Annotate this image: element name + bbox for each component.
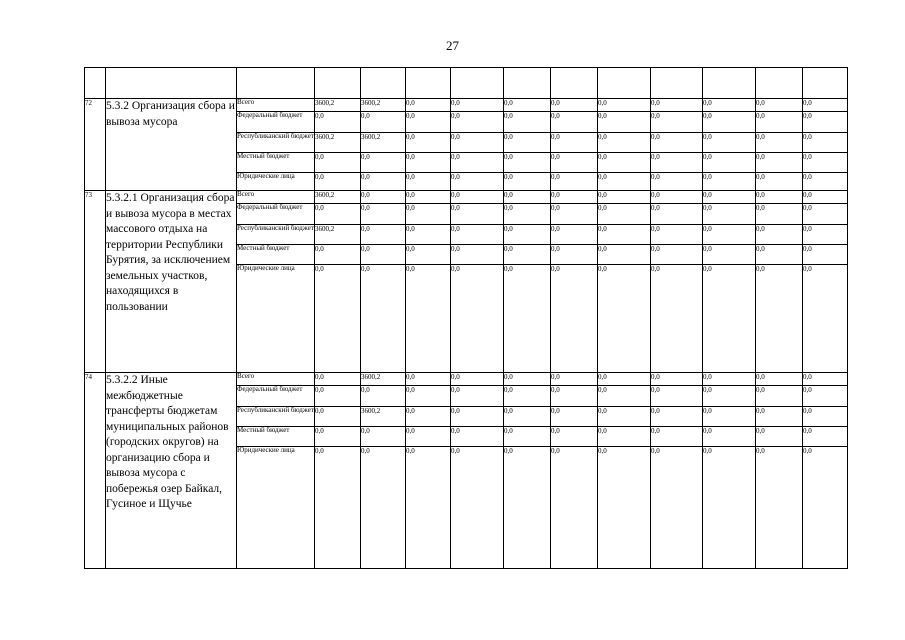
value-cell: 0,0	[504, 99, 551, 112]
value-cell: 0,0	[703, 225, 756, 245]
funding-source: Федеральный бюджет	[237, 386, 315, 407]
header-cell	[237, 68, 315, 99]
value-cell: 0,0	[504, 112, 551, 133]
value-cell: 0,0	[598, 427, 651, 447]
value-cell: 0,0	[504, 265, 551, 373]
value-cell: 0,0	[756, 427, 803, 447]
value-cell: 0,0	[551, 191, 598, 204]
measure-title: 5.3.2.1 Организация сбора и вывоза мусора в местах массового отдыха на территории Республики Бурятия, за исключением земельных участков, находящихся в пользовании	[106, 191, 237, 373]
value-cell: 0,0	[803, 225, 848, 245]
value-cell: 3600,2	[315, 133, 361, 153]
value-cell: 3600,2	[361, 407, 406, 427]
header-cell	[598, 68, 651, 99]
funding-source: Республиканский бюджет	[237, 407, 315, 427]
value-cell: 3600,2	[315, 99, 361, 112]
value-cell: 0,0	[551, 265, 598, 373]
value-cell: 0,0	[451, 133, 504, 153]
value-cell: 0,0	[651, 191, 703, 204]
value-cell: 0,0	[703, 204, 756, 225]
value-cell: 0,0	[406, 99, 451, 112]
value-cell: 0,0	[315, 407, 361, 427]
value-cell: 0,0	[451, 386, 504, 407]
value-cell: 0,0	[451, 191, 504, 204]
value-cell: 0,0	[651, 225, 703, 245]
value-cell: 0,0	[651, 112, 703, 133]
value-cell: 0,0	[315, 427, 361, 447]
funding-source: Федеральный бюджет	[237, 204, 315, 225]
value-cell: 0,0	[598, 447, 651, 569]
value-cell: 0,0	[703, 265, 756, 373]
header-cell	[504, 68, 551, 99]
value-cell: 0,0	[756, 112, 803, 133]
value-cell: 0,0	[803, 112, 848, 133]
value-cell: 0,0	[361, 204, 406, 225]
value-cell: 0,0	[598, 173, 651, 191]
value-cell: 0,0	[598, 204, 651, 225]
header-cell	[106, 68, 237, 99]
value-cell: 0,0	[651, 153, 703, 173]
value-cell: 0,0	[406, 427, 451, 447]
value-cell: 0,0	[451, 225, 504, 245]
value-cell: 0,0	[451, 427, 504, 447]
value-cell: 0,0	[803, 427, 848, 447]
value-cell: 0,0	[756, 447, 803, 569]
value-cell: 0,0	[361, 173, 406, 191]
value-cell: 0,0	[406, 191, 451, 204]
value-cell: 0,0	[406, 386, 451, 407]
value-cell: 0,0	[451, 373, 504, 386]
value-cell: 0,0	[504, 427, 551, 447]
value-cell: 0,0	[504, 407, 551, 427]
value-cell: 0,0	[598, 386, 651, 407]
value-cell: 0,0	[651, 133, 703, 153]
funding-source: Всего	[237, 99, 315, 112]
value-cell: 0,0	[504, 191, 551, 204]
value-cell: 0,0	[598, 112, 651, 133]
funding-source: Юридические лица	[237, 173, 315, 191]
value-cell: 0,0	[703, 173, 756, 191]
value-cell: 0,0	[504, 386, 551, 407]
value-cell: 0,0	[598, 225, 651, 245]
page-number: 27	[446, 38, 459, 53]
value-cell: 0,0	[598, 245, 651, 265]
value-cell: 0,0	[756, 386, 803, 407]
funding-source: Местный бюджет	[237, 245, 315, 265]
value-cell: 0,0	[551, 133, 598, 153]
measure-title: 5.3.2.2 Иные межбюджетные трансферты бюджетам муниципальных районов (городских округов) на организацию сбора и вывоза мусора с побережья озер Байкал, Гусиное и Щучье	[106, 373, 237, 569]
value-cell: 0,0	[703, 373, 756, 386]
value-cell: 0,0	[803, 191, 848, 204]
value-cell: 0,0	[803, 153, 848, 173]
value-cell: 0,0	[551, 373, 598, 386]
value-cell: 0,0	[551, 173, 598, 191]
value-cell: 0,0	[651, 99, 703, 112]
value-cell: 0,0	[504, 245, 551, 265]
value-cell: 0,0	[504, 225, 551, 245]
value-cell: 0,0	[315, 173, 361, 191]
funding-source: Федеральный бюджет	[237, 112, 315, 133]
value-cell: 0,0	[451, 407, 504, 427]
funding-source: Местный бюджет	[237, 153, 315, 173]
value-cell: 3600,2	[315, 225, 361, 245]
value-cell: 0,0	[406, 133, 451, 153]
header-cell	[406, 68, 451, 99]
row-number: 73	[85, 191, 106, 373]
measure-title: 5.3.2 Организация сбора и вывоза мусора	[106, 99, 237, 191]
value-cell: 0,0	[315, 204, 361, 225]
value-cell: 0,0	[803, 99, 848, 112]
value-cell: 0,0	[703, 447, 756, 569]
value-cell: 0,0	[651, 245, 703, 265]
value-cell: 0,0	[406, 447, 451, 569]
value-cell: 0,0	[651, 173, 703, 191]
value-cell: 0,0	[361, 225, 406, 245]
value-cell: 0,0	[651, 447, 703, 569]
value-cell: 0,0	[551, 225, 598, 245]
value-cell: 0,0	[451, 245, 504, 265]
funding-source: Республиканский бюджет	[237, 225, 315, 245]
funding-source: Юридические лица	[237, 447, 315, 569]
value-cell: 0,0	[315, 373, 361, 386]
table-row	[85, 191, 848, 204]
value-cell: 0,0	[551, 386, 598, 407]
value-cell: 0,0	[756, 245, 803, 265]
value-cell: 0,0	[803, 386, 848, 407]
value-cell: 0,0	[551, 447, 598, 569]
value-cell: 0,0	[756, 265, 803, 373]
value-cell: 0,0	[756, 204, 803, 225]
value-cell: 0,0	[406, 225, 451, 245]
value-cell: 0,0	[803, 265, 848, 373]
value-cell: 0,0	[406, 373, 451, 386]
header-cell	[451, 68, 504, 99]
value-cell: 0,0	[756, 99, 803, 112]
header-cell	[703, 68, 756, 99]
value-cell: 0,0	[451, 153, 504, 173]
value-cell: 3600,2	[361, 99, 406, 112]
funding-source: Всего	[237, 373, 315, 386]
value-cell: 0,0	[756, 153, 803, 173]
budget-table	[84, 67, 848, 569]
value-cell: 0,0	[598, 153, 651, 173]
value-cell: 0,0	[703, 191, 756, 204]
value-cell: 0,0	[504, 173, 551, 191]
header-cell	[756, 68, 803, 99]
value-cell: 0,0	[756, 225, 803, 245]
value-cell: 0,0	[598, 407, 651, 427]
row-number: 74	[85, 373, 106, 569]
value-cell: 0,0	[703, 133, 756, 153]
value-cell: 0,0	[504, 204, 551, 225]
value-cell: 0,0	[803, 373, 848, 386]
value-cell: 0,0	[504, 373, 551, 386]
value-cell: 0,0	[651, 265, 703, 373]
value-cell: 0,0	[651, 407, 703, 427]
value-cell: 0,0	[756, 191, 803, 204]
value-cell: 0,0	[406, 407, 451, 427]
value-cell: 0,0	[551, 204, 598, 225]
value-cell: 0,0	[598, 133, 651, 153]
value-cell: 0,0	[361, 112, 406, 133]
value-cell: 0,0	[703, 245, 756, 265]
value-cell: 0,0	[406, 153, 451, 173]
table-header-row	[85, 68, 848, 99]
value-cell: 0,0	[315, 447, 361, 569]
value-cell: 0,0	[406, 245, 451, 265]
funding-source: Всего	[237, 191, 315, 204]
value-cell: 0,0	[703, 427, 756, 447]
value-cell: 0,0	[551, 112, 598, 133]
value-cell: 0,0	[651, 386, 703, 407]
value-cell: 0,0	[703, 153, 756, 173]
value-cell: 0,0	[551, 153, 598, 173]
value-cell: 0,0	[361, 265, 406, 373]
value-cell: 0,0	[551, 245, 598, 265]
value-cell: 0,0	[756, 133, 803, 153]
value-cell: 0,0	[803, 447, 848, 569]
value-cell: 0,0	[315, 265, 361, 373]
value-cell: 0,0	[315, 153, 361, 173]
value-cell: 0,0	[451, 173, 504, 191]
value-cell: 0,0	[361, 386, 406, 407]
value-cell: 0,0	[504, 447, 551, 569]
header-cell	[361, 68, 406, 99]
value-cell: 0,0	[598, 99, 651, 112]
value-cell: 0,0	[406, 204, 451, 225]
value-cell: 0,0	[651, 427, 703, 447]
value-cell: 0,0	[598, 191, 651, 204]
row-number: 72	[85, 99, 106, 191]
value-cell: 0,0	[451, 204, 504, 225]
value-cell: 0,0	[361, 427, 406, 447]
value-cell: 0,0	[406, 173, 451, 191]
value-cell: 0,0	[803, 133, 848, 153]
funding-source: Местный бюджет	[237, 427, 315, 447]
value-cell: 0,0	[361, 245, 406, 265]
value-cell: 0,0	[651, 204, 703, 225]
header-cell	[315, 68, 361, 99]
value-cell: 0,0	[361, 153, 406, 173]
value-cell: 0,0	[703, 112, 756, 133]
value-cell: 0,0	[451, 265, 504, 373]
value-cell: 3600,2	[315, 191, 361, 204]
table-row	[85, 373, 848, 386]
value-cell: 3600,2	[361, 373, 406, 386]
funding-source: Республиканский бюджет	[237, 133, 315, 153]
value-cell: 0,0	[651, 373, 703, 386]
value-cell: 0,0	[703, 99, 756, 112]
value-cell: 0,0	[361, 447, 406, 569]
value-cell: 0,0	[315, 245, 361, 265]
value-cell: 0,0	[803, 407, 848, 427]
value-cell: 0,0	[504, 153, 551, 173]
value-cell: 0,0	[406, 265, 451, 373]
value-cell: 0,0	[361, 191, 406, 204]
value-cell: 0,0	[803, 204, 848, 225]
value-cell: 0,0	[598, 265, 651, 373]
value-cell: 0,0	[703, 386, 756, 407]
value-cell: 0,0	[551, 99, 598, 112]
header-cell	[803, 68, 848, 99]
table-row	[85, 99, 848, 112]
funding-source: Юридические лица	[237, 265, 315, 373]
value-cell: 0,0	[315, 112, 361, 133]
value-cell: 0,0	[756, 373, 803, 386]
value-cell: 0,0	[551, 407, 598, 427]
value-cell: 0,0	[315, 386, 361, 407]
value-cell: 0,0	[551, 427, 598, 447]
value-cell: 0,0	[803, 173, 848, 191]
header-cell	[85, 68, 106, 99]
value-cell: 0,0	[451, 112, 504, 133]
value-cell: 0,0	[598, 373, 651, 386]
value-cell: 0,0	[756, 407, 803, 427]
value-cell: 0,0	[406, 112, 451, 133]
value-cell: 3600,2	[361, 133, 406, 153]
value-cell: 0,0	[451, 99, 504, 112]
value-cell: 0,0	[756, 173, 803, 191]
value-cell: 0,0	[703, 407, 756, 427]
value-cell: 0,0	[504, 133, 551, 153]
value-cell: 0,0	[451, 447, 504, 569]
header-cell	[651, 68, 703, 99]
header-cell	[551, 68, 598, 99]
value-cell: 0,0	[803, 245, 848, 265]
